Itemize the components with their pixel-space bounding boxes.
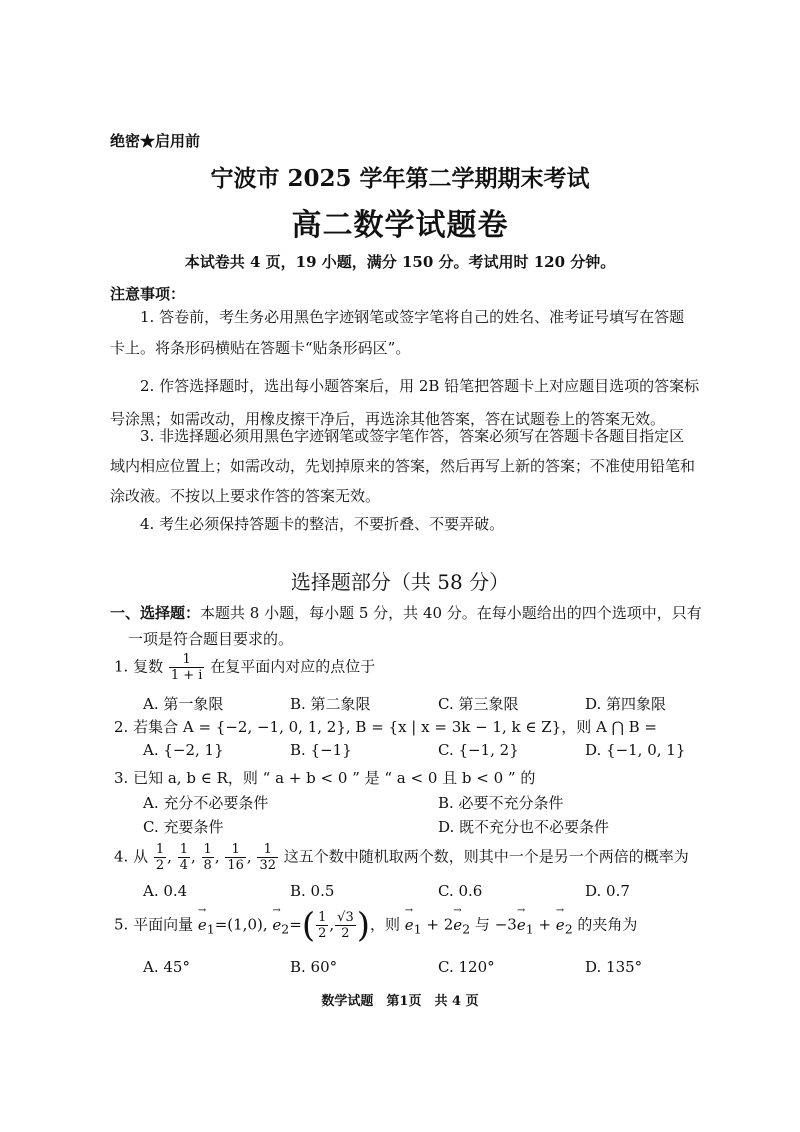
q4-option-a: A. 0.4 <box>143 882 188 900</box>
q5-mid: ，则 <box>369 915 400 934</box>
q3-option-c: C. 充要条件 <box>143 818 224 836</box>
section-title: 选择题部分（共 58 分） <box>290 570 510 594</box>
q4-frac-num: 1 <box>225 842 246 858</box>
q5-frac-b-den: 2 <box>341 926 350 941</box>
q4-fraction-1 <box>154 842 166 873</box>
q4-fraction-4 <box>225 842 246 873</box>
q4-option-c: C. 0.6 <box>438 882 483 900</box>
notice-line: 3. 非选择题必须用黑色字迹钢笔或签字笔作答，答案必须写在答题卡各题目指定区 <box>140 427 685 445</box>
vector-e2: → e <box>272 916 281 934</box>
notice-line: 1. 答卷前，考生务必用黑色字迹钢笔或签字笔将自己的姓名、准考证号填写在答题 <box>140 308 685 326</box>
notice-heading: 注意事项： <box>110 285 186 303</box>
vector-e2-sub: 2 <box>281 921 290 937</box>
q4-frac-num: 1 <box>155 842 165 857</box>
q5-expr1: + 2 <box>426 915 454 934</box>
q3-option-a: A. 充分不必要条件 <box>143 794 269 812</box>
q5-prefix: 5. 平面向量 <box>114 915 194 934</box>
notice-line: 4. 考生必须保持答题卡的整洁，不要折叠、不要弄破。 <box>140 515 505 533</box>
vector-e1: → e <box>405 916 414 934</box>
q5-option-a: A. 45° <box>143 958 190 976</box>
q1-prefix: 1. 复数 <box>114 657 164 676</box>
q4-option-d: D. 0.7 <box>585 882 630 900</box>
q5-suffix: 的夹角为 <box>577 915 638 934</box>
q5-fraction-b <box>335 910 356 941</box>
vector-e2: → e <box>453 916 462 934</box>
vector-e2: → e <box>556 916 565 934</box>
q2-option-b: B. {−1} <box>290 741 352 759</box>
q4-fraction-5 <box>257 842 278 873</box>
q4-option-b: B. 0.5 <box>290 882 335 900</box>
section-intro <box>110 602 702 623</box>
notice-line: 域内相应位置上；如需改动，先划掉原来的答案，然后再写上新的答案；不准使用铅笔和 <box>110 457 696 475</box>
q5-option-d: D. 135° <box>585 958 643 976</box>
q5-option-c: C. 120° <box>438 958 495 976</box>
q5-option-b: B. 60° <box>290 958 338 976</box>
q2-option-a: A. {−2, 1} <box>143 741 224 759</box>
paper-info: 本试卷共 4 页，19 小题，满分 150 分。考试用时 120 分钟。 <box>184 253 616 271</box>
q5-frac-a-num: 1 <box>318 910 327 925</box>
q1-frac-den: 1 + i <box>170 668 203 683</box>
q5-e1-value: =(1,0), <box>214 915 268 934</box>
confidential-mark: 绝密★启用前 <box>110 132 201 150</box>
q4-frac-den: 4 <box>179 858 188 873</box>
q4-fraction-3 <box>202 842 214 873</box>
vector-e1-sub: 1 <box>206 921 215 937</box>
vector-e1-sub: 1 <box>413 921 422 937</box>
q1-option-a: A. 第一象限 <box>143 695 224 713</box>
section-intro-line2: 一项是符合题目要求的。 <box>128 630 294 648</box>
q5-e2-eq: = <box>289 915 302 934</box>
q5-expr2: + <box>538 915 552 934</box>
q5-frac-a-den: 2 <box>318 926 327 941</box>
q4-fraction-2 <box>178 842 190 873</box>
q4-frac-num: 1 <box>257 842 278 858</box>
notice-line: 号涂黑；如需改动，用橡皮擦干净后，再选涂其他答案，答在试题卷上的答案无效。 <box>110 410 666 428</box>
q4-frac-num: 1 <box>179 842 188 857</box>
notice-line: 2. 作答选择题时，选出每小题答案后，用 2B 铅笔把答题卡上对应题目选项的答案标 <box>140 377 700 395</box>
vector-e2-sub: 2 <box>564 921 573 937</box>
q2-option-d: D. {−1, 0, 1} <box>585 741 686 759</box>
notice-line: 涂改液。不按以上要求作答的答案无效。 <box>110 487 381 505</box>
q4-frac-den: 32 <box>259 858 276 873</box>
q2-option-c: C. {−1, 2} <box>438 741 519 759</box>
q1-frac-num: 1 <box>169 652 205 668</box>
question-4: 4. 从 $\frac{1}{2}$ , $\frac{1}{4}$ , $\frac{1}{8}$ , $\frac{1}{16}$ , $\frac{1}{32}$ 这五个数中随机取两个数，则其中一个是另一个两倍的概率为 <box>114 842 689 873</box>
section-label: 一、选择题： <box>110 604 201 622</box>
vector-e1: → e <box>517 916 526 934</box>
exam-title: 宁波市 2025 学年第二学期期末考试 <box>210 165 590 192</box>
vector-e1: → e <box>198 916 207 934</box>
q4-frac-num: 1 <box>203 842 212 857</box>
q5-fraction-a <box>316 910 328 941</box>
q1-option-d: D. 第四象限 <box>585 695 667 713</box>
right-paren: ) <box>356 905 370 946</box>
question-1 <box>114 652 375 683</box>
q5-frac-b-num: √3 <box>337 910 354 925</box>
left-paren: ( <box>301 905 316 946</box>
question-3: 3. 已知 a, b ∈ R，则 “ a + b < 0 ” 是 “ a < 0 且 b < 0 ” 的 <box>114 769 536 787</box>
q4-frac-den: 8 <box>203 858 212 873</box>
section-intro-text: 本题共 8 小题，每小题 5 分，共 40 分。在每小题给出的四个选项中，只有 <box>200 604 702 622</box>
q4-suffix: 这五个数中随机取两个数，则其中一个是另一个两倍的概率为 <box>283 847 689 866</box>
q5-with: 与 −3 <box>474 915 517 934</box>
paper-title: 高二数学试题卷 <box>291 208 509 243</box>
q1-option-b: B. 第二象限 <box>290 695 371 713</box>
q4-frac-den: 2 <box>155 858 165 873</box>
vector-e1-sub: 1 <box>525 921 534 937</box>
q4-prefix: 4. 从 <box>114 847 149 866</box>
q3-option-d: D. 既不充分也不必要条件 <box>438 818 610 836</box>
q1-option-c: C. 第三象限 <box>438 695 519 713</box>
q4-frac-den: 16 <box>227 858 244 873</box>
question-2: 2. 若集合 A = {−2, −1, 0, 1, 2}, B = {x | x = 3k − 1, k ∈ Z}，则 A ⋂ B = <box>114 718 658 736</box>
page-footer: 数学试题 第1页 共 4 页 <box>321 994 479 1009</box>
q1-suffix: 在复平面内对应的点位于 <box>210 657 376 676</box>
q1-fraction <box>169 652 205 683</box>
notice-line: 卡上。将条形码横贴在答题卡“贴条形码区”。 <box>110 339 411 357</box>
question-5: 5. 平面向量 → $e_1=(1,0)$, → $e_2=$( $\frac{1}{2}$ , $\frac{√3}{2}$ )，则 → $e_1 + 2\to e_2$ 与 $-3\to e_1$ + → $e_2$ 的夹角为 <box>114 910 637 941</box>
q3-option-b: B. 必要不充分条件 <box>438 794 564 812</box>
vector-e2-sub: 2 <box>462 921 471 937</box>
